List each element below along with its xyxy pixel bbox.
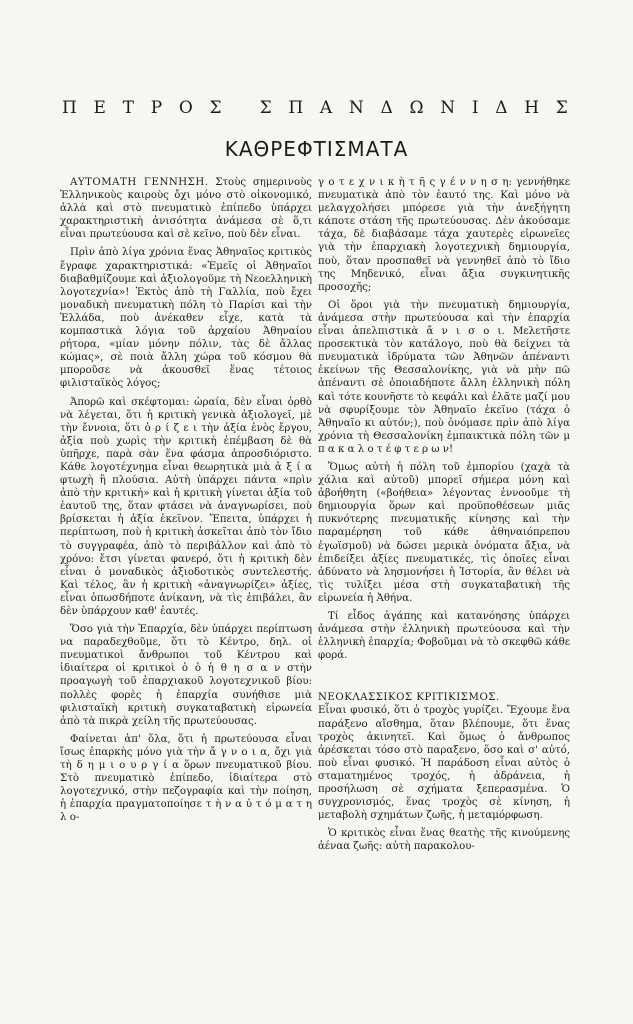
section-heading: ΑΥΤΟΜΑΤΗ ΓΕΝΝΗΣΗ. [70, 177, 209, 188]
paragraph: Τί εἶδος ἀγάπης καὶ κατανόησης ὑπάρχει ἀνάμεσα στὴν ἑλληνικὴ πρωτεύουσα καὶ τὴν ἑλληνικὴ ἐπαρχία; Φοβοῦμαι νὰ τὸ σκεφθῶ κάθε φορά. [318, 611, 570, 662]
author-letter: Τ [122, 98, 140, 118]
author-letter: Δ [380, 98, 399, 118]
author-letter: Π [62, 98, 83, 118]
paragraph [318, 691, 570, 822]
author-name [62, 98, 574, 118]
article-title: ΚΑΘΡΕΦΤΙΣΜΑΤΑ [224, 137, 409, 161]
paragraph: Ὁ κριτικὸς εἶναι ἕνας θεατὴς τῆς κινούμενης ἀέναα ζωῆς: αὐτὴ παρακολου- [318, 828, 570, 853]
paragraph-text: Στοὺς σημερινοὺς Ἑλληνικοὺς καιροὺς ὄχι μόνο στὸ οἰκονομικό, ἀλλὰ καὶ στὸ πνευματικὸ ἐπίπεδο ὑπάρχει χαρακτηριστικὴ ἀνισότητα ἀνάμεσα σὲ ὅ,τι εἶναι πρωτεύουσα καὶ σὲ κεῖνο, ποὺ δὲν εἶναι. [60, 177, 312, 241]
right-column [318, 176, 570, 859]
author-letter: Σ [209, 98, 228, 118]
author-letter: Π [288, 98, 310, 118]
paragraph: Ἀπορῶ καὶ σκέφτομαι: ὡραία, δὲν εἶναι ὀρθὸ νὰ λέγεται, ὅτι ἡ κριτικὴ γενικὰ ἀξιολογεῖ, μὲ τὴν ἔννοια, ὅτι ὁ ρ ί ζ ε ι τὴν ἀξία ἑνὸς ἔργου, ἀξία ποὺ χωρὶς τὴν κριτικὴ ἐπέμβαση δὲ θὰ ὑπῆρχε, παρὰ σὰν ἕνα φάσμα ἀπροσδιόριστο. Κάθε λογοτέχνημα εἶναι θεωρητικὰ μιὰ ἀ ξ ί α φτωχὴ ἢ πλούσια. Αὐτὴ ὑπάρχει πάντα «πρὶν ἀπὸ τὴν κριτική» καὶ ἡ κριτικὴ γίνεται ἀξία τοῦ ἑαυτοῦ της, ὅταν φτάσει νὰ ἀναγνωρίσει, ποὺ βρίσκεται ἡ ἀξία ἐκεῖνον. Ἔπειτα, ὑπάρχει ἡ περίπτωση, ποὺ ἡ κριτικὴ ἀσκεῖται ἀπὸ τὸν ἴδιο τὸ συγγραφέα, ἀπὸ τὸ περιβάλλον καὶ ἀπὸ τὸ χρόνο: ἔτσι γίνεται φανερό, ὅτι ἡ κριτικὴ δὲν εἶναι ὁ μοναδικὸς ἀξιοδοτικὸς συντελεστής. Καὶ τέλος, ἂν ἡ κριτικὴ «ἀναγνωρίζει» ἀξίες, εἶναι ὁπωσδήποτε ἀνίκανη, νὰ τὶς ἐπιβάλει, ἂν δὲν ὑπάρχουν καθ' ἑαυτές. [60, 396, 312, 617]
paragraph: Πρὶν ἀπὸ λίγα χρόνια ἕνας Ἀθηναῖος κριτικὸς ἔγραφε χαρακτηριστικά: «Ἐμεῖς οἱ Ἀθηναῖοι διαβαθμίζουμε καὶ ἀξιολογοῦμε τὴ Νεοελληνικὴ λογοτεχνία»! Ἐκτὸς ἀπὸ τὴ Γαλλία, ποὺ ἔχει μοναδικὴ πνευματικὴ πόλη τὸ Παρίσι καὶ τὴν Ἑλλάδα, ποὺ ἀνέκαθεν εἶχε, κατὰ τὰ κομπαστικὰ λόγια τοῦ ἀρχαίου Ἀθηναίου ρήτορα, «μίαν μόνην πόλιν, τὰς δὲ ἄλλας κώμας», σὲ ποιὰ ἄλλη χώρα τοῦ κόσμου θὰ μποροῦσε νὰ ἀκουσθεῖ ἕνας τέτοιος φιλισταϊκὸς λόγος; [60, 247, 312, 390]
author-letter: Σ [259, 98, 278, 118]
left-column [60, 176, 312, 830]
paragraph: Ὅμως αὐτὴ ἡ πόλη τοῦ ἐμπορίου (χαχὰ τὰ χάλια καὶ αὐτοῦ) μπορεῖ σήμερα μόνη καὶ ἀβοήθητη («βοήθεια» λέγοντας ἐννοοῦμε τὴ δημιουργία ὅρων καὶ προϋποθέσεων μιᾶς πυκνότερης πνευματικῆς κίνησης καὶ τὴν παραμέρηση τοῦ κάθε ἀθηναιόπρεπου ἐγωϊσμοῦ) νὰ δώσει μερικὰ ὀνόματα ἄξια, νὰ ἐπιδείξει ἀξίες πνευματικές, τὶς ὁποῖες εἶναι ἀδύνατο νὰ λησμονήσει ἡ Ἱστορία, ἂν θέλει νὰ τὶς τυλίξει μέσα στὴ συγκαταβατικὴ τῆς εἰρωνεία ἡ Ἀθήνα. [318, 461, 570, 604]
paragraph-text: Εἶναι φυσικό, ὅτι ὁ τροχὸς γυρίζει. Ἔχουμε ἕνα παράξενο αἴσθημα, ὅταν βλέπουμε, ὅτι ἕνας τροχὸς ἀκινητεῖ. Καὶ ὅμως ὁ ἄνθρωπος ἀρέσκεται τόσο στὸ παραξενο, ὅσο καὶ σ' αὐτό, ποὺ εἶναι φυσικό. Ἡ παράδοση εἶναι αὐτὸς ὁ σταματημένος τροχός, ἡ ἀδράνεια, ἡ προσήλωση σὲ σχήματα ξεπερασμένα. Ὁ συγχρονισμός, ἕνας τροχὸς σὲ κίνηση, ἡ μεταβολὴ σχημάτων ζωῆς, ἡ μεταμόρφωση. [318, 705, 570, 822]
author-letter: Ο [178, 98, 199, 118]
paragraph: Φαίνεται ἀπ' ὅλα, ὅτι ἡ πρωτεύουσα εἶναι ἴσως ἐπαρκὴς μόνο γιὰ τὴν ἄ γ ν ο ι α, ὄχι γιὰ τὴ δ η μ ι ο υ ρ γ ί α ὅρων πνευματικοῦ βίου. Στὸ πνευματικὸ ἐπίπεδο, ἰδιαίτερα στὸ λογοτεχνικό, στὴν πεζογραφία καὶ τὴν ποίηση, ἡ ἐπαρχία πραγματοποίησε τ ὴ ν α ὐ τ ό μ α τ η λ ο- [60, 733, 312, 824]
author-letter: Ν [440, 98, 462, 118]
author-letter: Η [524, 98, 546, 118]
section-heading: ΝΕΟΚΛΑΣΣΙΚΟΣ ΚΡΙΤΙΚΙΣΜΟΣ. [318, 692, 500, 704]
author-letter: Ι [471, 98, 485, 118]
author-letter: Ρ [150, 98, 169, 118]
paragraph [60, 176, 312, 241]
author-letter: Σ [555, 98, 574, 118]
paragraph: Ὅσο γιὰ τὴν Ἐπαρχία, δὲν ὑπάρχει περίπτωση να παραδεχθοῦμε, ὅτι τὸ Κέντρο, δηλ. οἱ πνευματικοὶ ἄνθρωποι τοῦ Κέντρου καὶ ἰδιαίτερα οἱ κριτικοὶ ὁ ὁ ἡ θ η σ α ν στὴν προαγωγὴ τοῦ ἐπαρχιακοῦ λογοτεχνικοῦ βίου: πολλὲς φορὲς ἡ ἐπαρχία συνήθισε μιὰ φιλισταϊκὴ κριτικὴ συγκαταβατικὴ εἰρωνεία ἀπὸ τὰ πικρὰ χείλη τῆς πρωτεύουσας. [60, 624, 312, 727]
paragraph: γ ο τ ε χ ν ι κ ὴ τ ῆ ς γ έ ν ν η σ η: γεννήθηκε πνευματικὰ ἀπὸ τὸν ἑαυτό της. Καὶ μόνο νὰ μελαγχολήσει μπόρεσε γιὰ τὴν ἀνεξήγητη κάποτε στάση τῆς πρωτεύουσας. Δὲν ἀκούσαμε τάχα, δὲ διαβάσαμε τάχα χαυτερὲς εἰρωνεῖες γιὰ τὴν ἐπαρχιακὴ λογοτεχνικὴ δημιουργία, ποὺ, ὅταν προσπαθεῖ νὰ γεννηθεῖ ἀπὸ τὸ ἴδιο της Μηδενικό, εἶναι ἄξια συγκινητικῆς προσοχῆς; [318, 177, 570, 293]
author-letter: Ν [348, 98, 370, 118]
author-letter: Ω [409, 98, 430, 118]
author-letter: Α [319, 98, 339, 118]
section-spacer [318, 667, 570, 691]
paragraph: Οἱ ὅροι γιὰ τὴν πνευματικὴ δημιουργία, ἀνάμεσα στὴν πρωτεύουσα καὶ τὴν ἐπαρχία εἶναι ἀπελπιστικὰ ἄ ν ι σ ο ι. Μελετῆστε προσεκτικὰ τὸν κατάλογο, ποὺ θὰ δείχνει τὰ πνευματικὰ ἱδρύματα τῶν Ἀθηνῶν ἀπέναντι ἐκείνων τῆς Θεσσαλονίκης, γιὰ νὰ μὴν πῶ ἀπέναντι σὲ ὁποιαδήποτε ἄλλη ἑλληνικὴ πόλη καὶ τότε κουνῆστε τὸ κεφάλι καὶ ἐλᾶτε μαζί μου νὰ σφυρίξουμε τὸν Ἀθηναῖο ἐκεῖνο (τάχα ὁ Ἀθηναῖο κι αὐτόν;), ποὺ ὀνόμασε πρὶν ἀπὸ λίγα χρόνια τὴ Θεσσαλονίκη ἐμπαικτικὰ πόλη τῶν μ π α κ α λ ο τ έ φ τ ε ρ ω ν! [318, 299, 570, 455]
author-letter: Δ [495, 98, 514, 118]
author-letter: Ε [93, 98, 112, 118]
